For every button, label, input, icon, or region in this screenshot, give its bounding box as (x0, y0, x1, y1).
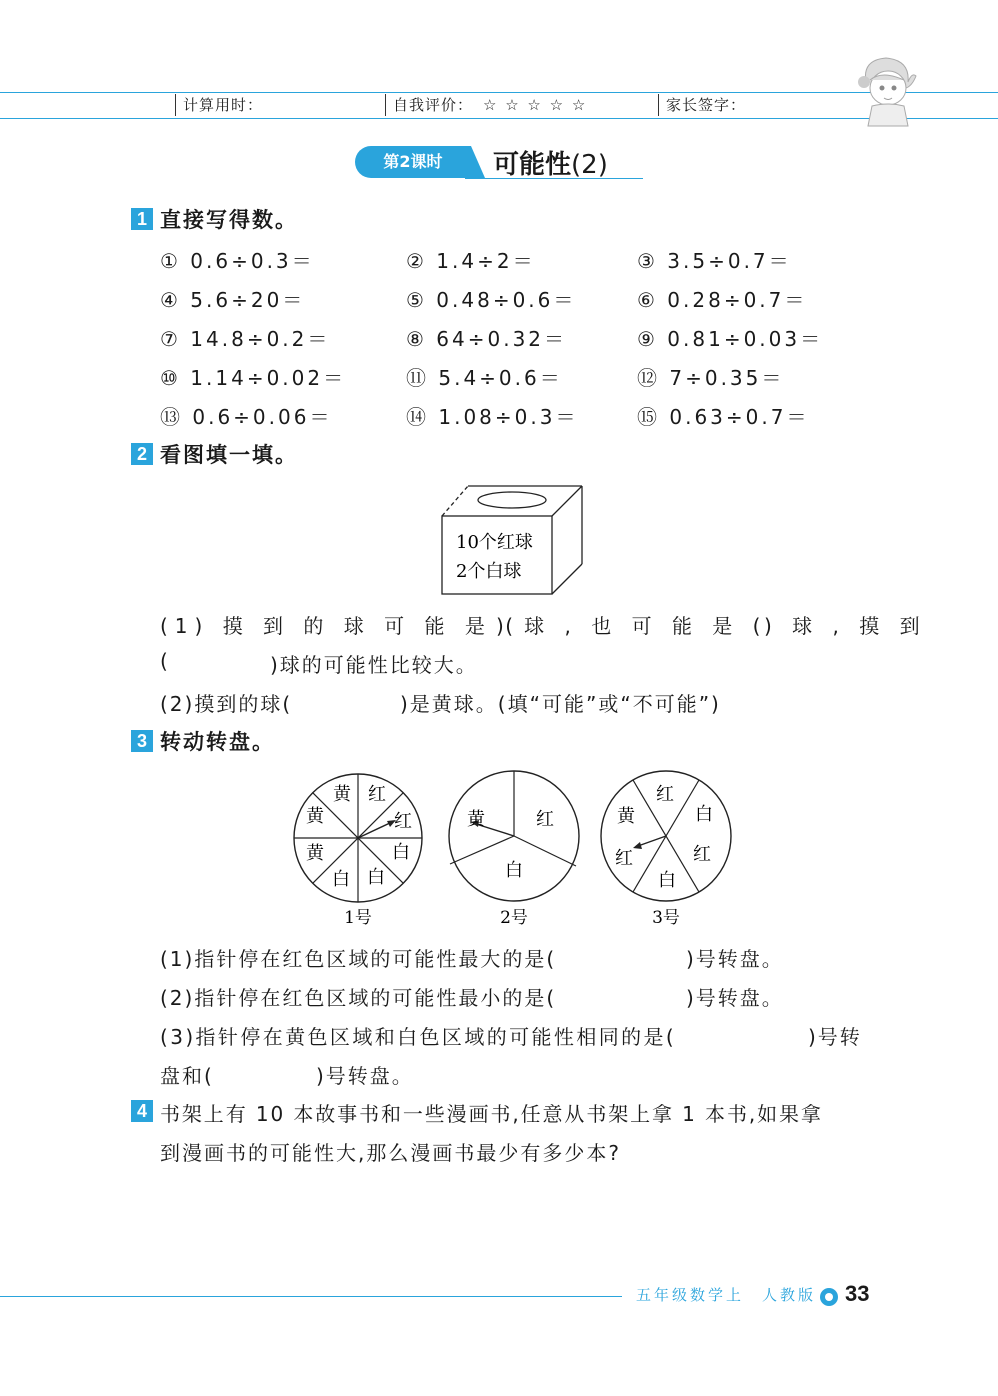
calc-item: ⑫ 7÷0.35＝ (637, 366, 785, 390)
sector-label: 白 (505, 860, 523, 881)
q4-line2: 到漫画书的可能性大,那么漫画书最少有多少本? (160, 1141, 621, 1165)
header-divider (385, 94, 386, 116)
calc-item: ⑥ 0.28÷0.7＝ (637, 288, 808, 312)
sector-label: 白 (658, 870, 676, 891)
sector-label: 红 (394, 811, 412, 832)
calc-item: ⑭ 1.08÷0.3＝ (406, 405, 579, 429)
q3-line3b: )号转 (808, 1025, 862, 1049)
spinner-3 (601, 771, 731, 928)
box-label-white: 2个白球 (456, 561, 522, 582)
box-label-red: 10个红球 (456, 532, 533, 553)
box-front (442, 516, 552, 594)
spinner-caption: 2号 (500, 908, 528, 928)
sector-label: 黄 (333, 784, 351, 805)
sector-label: 黄 (306, 843, 324, 864)
header-bottom-line (0, 118, 998, 119)
lesson-tab: 第2课时 (355, 146, 471, 178)
q3-line2a: (2)指针停在红色区域的可能性最小的是( (160, 986, 557, 1010)
q2-line3a: (2)摸到的球( (160, 692, 293, 716)
sector-label: 白 (367, 867, 385, 888)
footer-book-title: 五年级数学上 人教版 (636, 1286, 817, 1304)
footer-dot-icon (820, 1288, 838, 1306)
question-number: 3 (131, 730, 153, 752)
calc-item: ③ 3.5÷0.7＝ (637, 249, 792, 273)
sector-label: 红 (693, 844, 711, 865)
q3-line1a: (1)指针停在红色区域的可能性最大的是( (160, 947, 557, 971)
footer-rule (0, 1296, 622, 1297)
q2-line2b: )球的可能性比较大。 (270, 653, 478, 677)
q3-line2b: )号转盘。 (686, 986, 784, 1010)
calc-item: ⑬ 0.6÷0.06＝ (160, 405, 333, 429)
spinners-figure (288, 768, 738, 932)
question-number: 2 (131, 443, 153, 465)
lesson-title-text: 可能性 (493, 150, 572, 180)
spinner-caption: 1号 (344, 908, 372, 928)
calc-item: ④ 5.6÷20＝ (160, 288, 306, 312)
header-top-line (0, 92, 998, 93)
q2-line1a: (1) 摸 到 的 球 可 能 是 ( (160, 614, 520, 638)
sector-label: 黄 (617, 806, 635, 827)
spinner-caption: 3号 (652, 908, 680, 928)
header-divider (658, 94, 659, 116)
sector-label: 红 (656, 784, 674, 805)
sector-label: 黄 (467, 809, 485, 830)
sector-label: 红 (536, 809, 554, 830)
sector-label: 白 (332, 869, 350, 890)
mascot-girl-icon (852, 52, 922, 130)
spinner-1 (294, 774, 422, 928)
q4-line1: 书架上有 10 本故事书和一些漫画书,任意从书架上拿 1 本书,如果拿 (160, 1102, 823, 1126)
sector-label: 白 (392, 842, 410, 863)
calc-item: ① 0.6÷0.3＝ (160, 249, 315, 273)
question-title: 转动转盘。 (160, 730, 275, 754)
calc-time-label: 计算用时： (183, 96, 264, 114)
box-slot (478, 492, 546, 508)
parent-sign-label: 家长签字： (666, 96, 747, 114)
question-number: 1 (131, 208, 153, 230)
calc-item: ⑧ 64÷0.32＝ (406, 327, 568, 351)
calc-item: ⑩ 1.14÷0.02＝ (160, 366, 347, 390)
question-number: 4 (131, 1100, 153, 1122)
lesson-title (493, 144, 608, 181)
page-number: 33 (845, 1281, 870, 1306)
calc-item: ⑦ 14.8÷0.2＝ (160, 327, 331, 351)
lesson-underline (465, 178, 643, 179)
question-title: 看图填一填。 (160, 443, 298, 467)
question-title: 直接写得数。 (160, 208, 298, 232)
calc-item: ⑤ 0.48÷0.6＝ (406, 288, 577, 312)
q3-line3a: (3)指针停在黄色区域和白色区域的可能性相同的是( (160, 1025, 677, 1049)
q2-line1c: ) 球 , 摸 到 (764, 614, 927, 638)
lesson-title-paren: (2) (571, 150, 608, 180)
self-eval-label: 自我评价： (393, 96, 474, 114)
calc-item: ② 1.4÷2＝ (406, 249, 536, 273)
sector-label: 红 (615, 848, 633, 869)
calc-item: ⑮ 0.63÷0.7＝ (637, 405, 810, 429)
q2-line3b: )是黄球。(填“可能”或“不可能”) (400, 692, 721, 716)
header-divider (175, 94, 176, 116)
q2-line2a: ( (160, 649, 168, 673)
q3-line1b: )号转盘。 (686, 947, 784, 971)
sector-label: 红 (368, 784, 386, 805)
calc-item: ⑨ 0.81÷0.03＝ (637, 327, 824, 351)
sector-label: 白 (695, 804, 713, 825)
q2-line1b: ) 球 , 也 可 能 是 ( (496, 614, 768, 638)
q3-line4b: )号转盘。 (316, 1064, 414, 1088)
self-eval-stars[interactable]: ☆ ☆ ☆ ☆ ☆ (483, 96, 588, 114)
calc-item: ⑪ 5.4÷0.6＝ (406, 366, 563, 390)
spinner-2 (449, 771, 579, 928)
ball-box-figure (438, 480, 588, 598)
sector-label: 黄 (306, 806, 324, 827)
q3-line4a: 盘和( (160, 1064, 214, 1088)
